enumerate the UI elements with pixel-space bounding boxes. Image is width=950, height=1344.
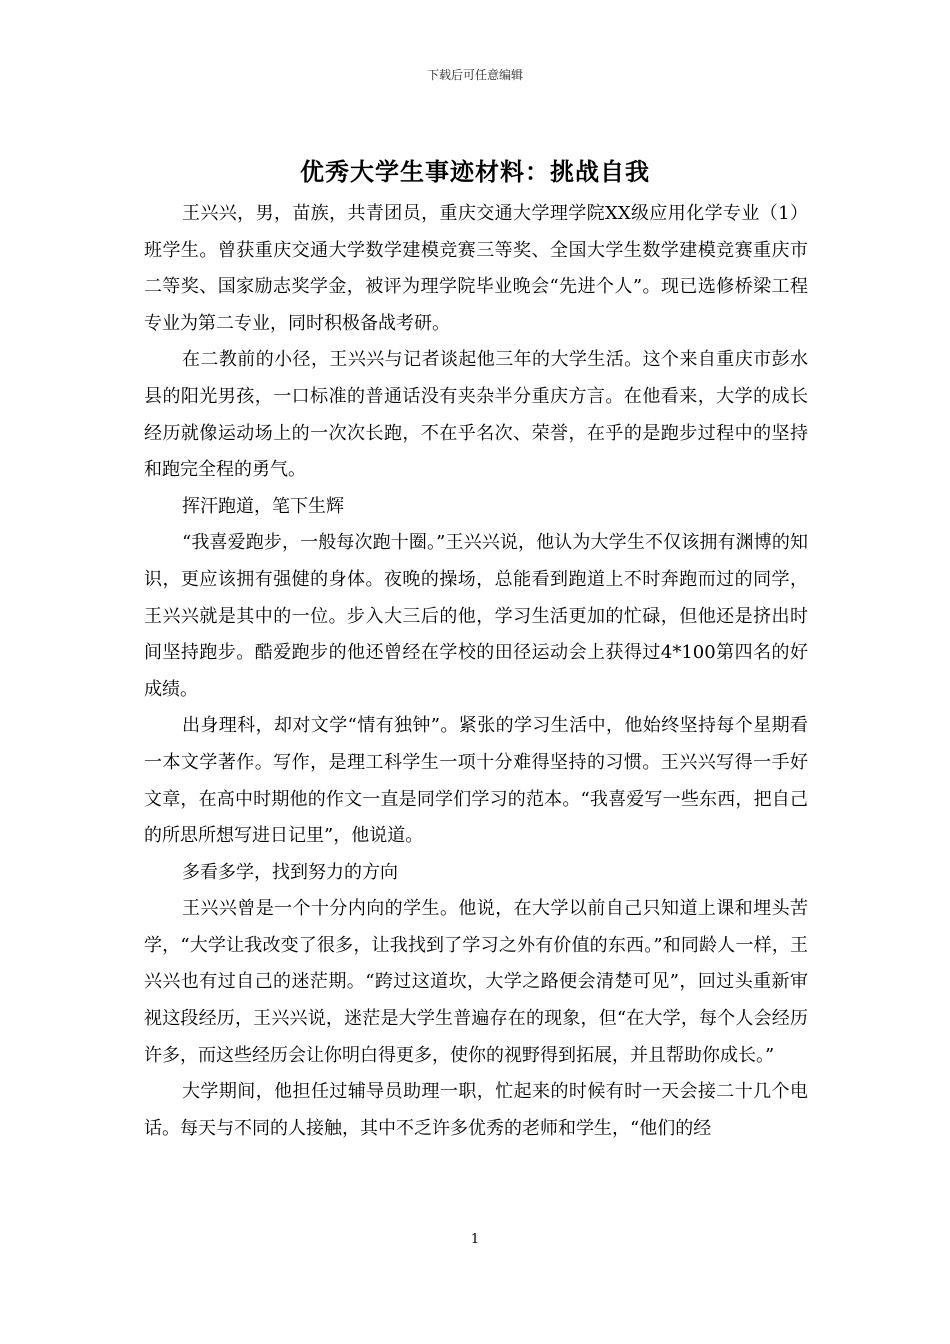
page-header-note: 下载后可任意编辑 bbox=[426, 68, 523, 82]
paragraph-6: 大学期间，他担任过辅导员助理一职，忙起来的时候有时一天会接二十几个电话。每天与不同的人接触，其中不乏许多优秀的老师和学生，“他们的经 bbox=[144, 1081, 808, 1139]
document-body bbox=[144, 196, 808, 1147]
document-title: 优秀大学生事迹材料：挑战自我 bbox=[300, 158, 650, 186]
paragraph-4: 出身理科，却对文学“情有独钟”。紧张的学习生活中，他始终坚持每个星期看一本文学著作。写作，是理工科学生一项十分难得坚持的习惯。王兴兴写得一手好文章，在高中时期他的作文一直是同学们学习的范本。“我喜爱写一些东西，把自己的所思所想写进日记里”，他说道。 bbox=[144, 715, 808, 847]
page-number: 1 bbox=[470, 1232, 480, 1247]
paragraph-2: 在二教前的小径，王兴兴与记者谈起他三年的大学生活。这个来自重庆市彭水县的阳光男孩，一口标准的普通话没有夹杂半分重庆方言。在他看来，大学的成长经历就像运动场上的一次次长跑，不在乎名次、荣誉，在乎的是跑步过程中的坚持和跑完全程的勇气。 bbox=[144, 349, 808, 481]
paragraph-3: “我喜爱跑步，一般每次跑十圈。”王兴兴说，他认为大学生不仅该拥有渊博的知识，更应该拥有强健的身体。夜晚的操场，总能看到跑道上不时奔跑而过的同学，王兴兴就是其中的一位。步入大三后的他，学习生活更加的忙碌，但他还是挤出时间坚持跑步。酷爱跑步的他还曾经在学校的田径运动会上获得过4*100第四名的好成绩。 bbox=[144, 532, 808, 700]
section-heading-1: 挥汗跑道，笔下生辉 bbox=[182, 495, 344, 517]
section-heading-2: 多看多学，找到努力的方向 bbox=[182, 861, 398, 883]
paragraph-5: 王兴兴曾是一个十分内向的学生。他说，在大学以前自己只知道上课和埋头苦学，“大学让我改变了很多，让我找到了学习之外有价值的东西。”和同龄人一样，王兴兴也有过自己的迷茫期。“跨过这道坎，大学之路便会清楚可见”，回过头重新审视这段经历，王兴兴说，迷茫是大学生普遍存在的现象，但“在大学，每个人会经历许多，而这些经历会让你明白得更多，使你的视野得到拓展，并且帮助你成长。” bbox=[144, 898, 808, 1066]
paragraph-1: 王兴兴，男，苗族，共青团员，重庆交通大学理学院XX级应用化学专业（1）班学生。曾获重庆交通大学数学建模竞赛三等奖、全国大学生数学建模竞赛重庆市二等奖、国家励志奖学金，被评为理学院毕业晚会“先进个人”。现已选修桥梁工程专业为第二专业，同时积极备战考研。 bbox=[144, 203, 808, 334]
